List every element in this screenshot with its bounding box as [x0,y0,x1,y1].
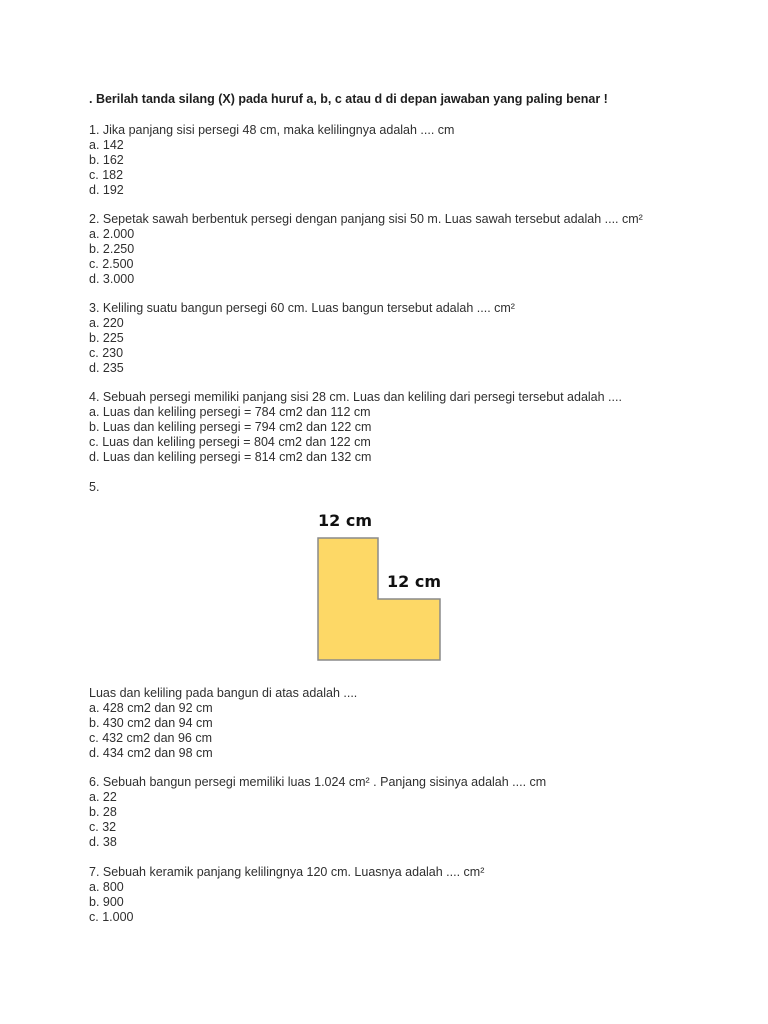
option-a: a. 2.000 [89,226,135,241]
option-c: c. 230 [89,345,124,360]
option-c: c. Luas dan keliling persegi = 804 cm2 dan 122 cm [89,434,371,449]
option-c: c. 182 [89,167,124,182]
side-dimension-label: 12 cm [387,572,441,591]
l-shape-polygon [318,538,440,660]
option-a: a. Luas dan keliling persegi = 784 cm2 dan 112 cm [89,404,371,419]
option-b: b. 900 [89,894,124,909]
question-text: 4. Sebuah persegi memiliki panjang sisi 28 cm. Luas dan keliling dari persegi tersebut adalah .... [89,390,622,404]
option-d: d. 3.000 [89,271,135,286]
instruction-text: . Berilah tanda silang (X) pada huruf a, b, c atau d di depan jawaban yang paling benar ! [89,92,608,106]
option-a: a. 220 [89,315,124,330]
option-d: d. Luas dan keliling persegi = 814 cm2 dan 132 cm [89,449,372,464]
question-4 [89,390,622,465]
option-b: b. Luas dan keliling persegi = 794 cm2 dan 122 cm [89,419,372,434]
question-7 [89,865,484,925]
question-text: 1. Jika panjang sisi persegi 48 cm, maka kelilingnya adalah .... cm [89,123,455,137]
option-d: d. 192 [89,182,124,197]
l-shape-svg [300,505,460,670]
top-dimension-label: 12 cm [318,511,372,530]
question-1 [89,123,454,198]
option-c: c. 1.000 [89,909,134,924]
option-a: a. 142 [89,137,124,152]
question-3 [89,301,515,376]
option-b: b. 2.250 [89,241,135,256]
option-b: b. 225 [89,330,124,345]
option-d: d. 235 [89,360,124,375]
option-c: c. 432 cm2 dan 96 cm [89,730,212,745]
l-shape-figure [300,505,460,670]
question-6 [89,775,546,850]
question-text: Luas dan keliling pada bangun di atas adalah .... [89,686,358,700]
option-a: a. 428 cm2 dan 92 cm [89,700,213,715]
question-text: 2. Sepetak sawah berbentuk persegi dengan panjang sisi 50 m. Luas sawah tersebut adalah .... cm² [89,212,643,226]
option-a: a. 22 [89,789,117,804]
question-2 [89,212,643,287]
option-d: d. 434 cm2 dan 98 cm [89,745,213,760]
option-b: b. 162 [89,152,124,167]
question-5 [89,686,357,761]
question-text: 3. Keliling suatu bangun persegi 60 cm. Luas bangun tersebut adalah .... cm² [89,301,515,315]
question-text: 7. Sebuah keramik panjang kelilingnya 120 cm. Luasnya adalah .... cm² [89,865,485,879]
option-c: c. 2.500 [89,256,134,271]
option-c: c. 32 [89,819,117,834]
option-d: d. 38 [89,834,117,849]
question-text: 6. Sebuah bangun persegi memiliki luas 1.024 cm² . Panjang sisinya adalah .... cm [89,775,547,789]
option-a: a. 800 [89,879,124,894]
option-b: b. 430 cm2 dan 94 cm [89,715,213,730]
option-b: b. 28 [89,804,117,819]
question-5-number: 5. [89,480,100,494]
